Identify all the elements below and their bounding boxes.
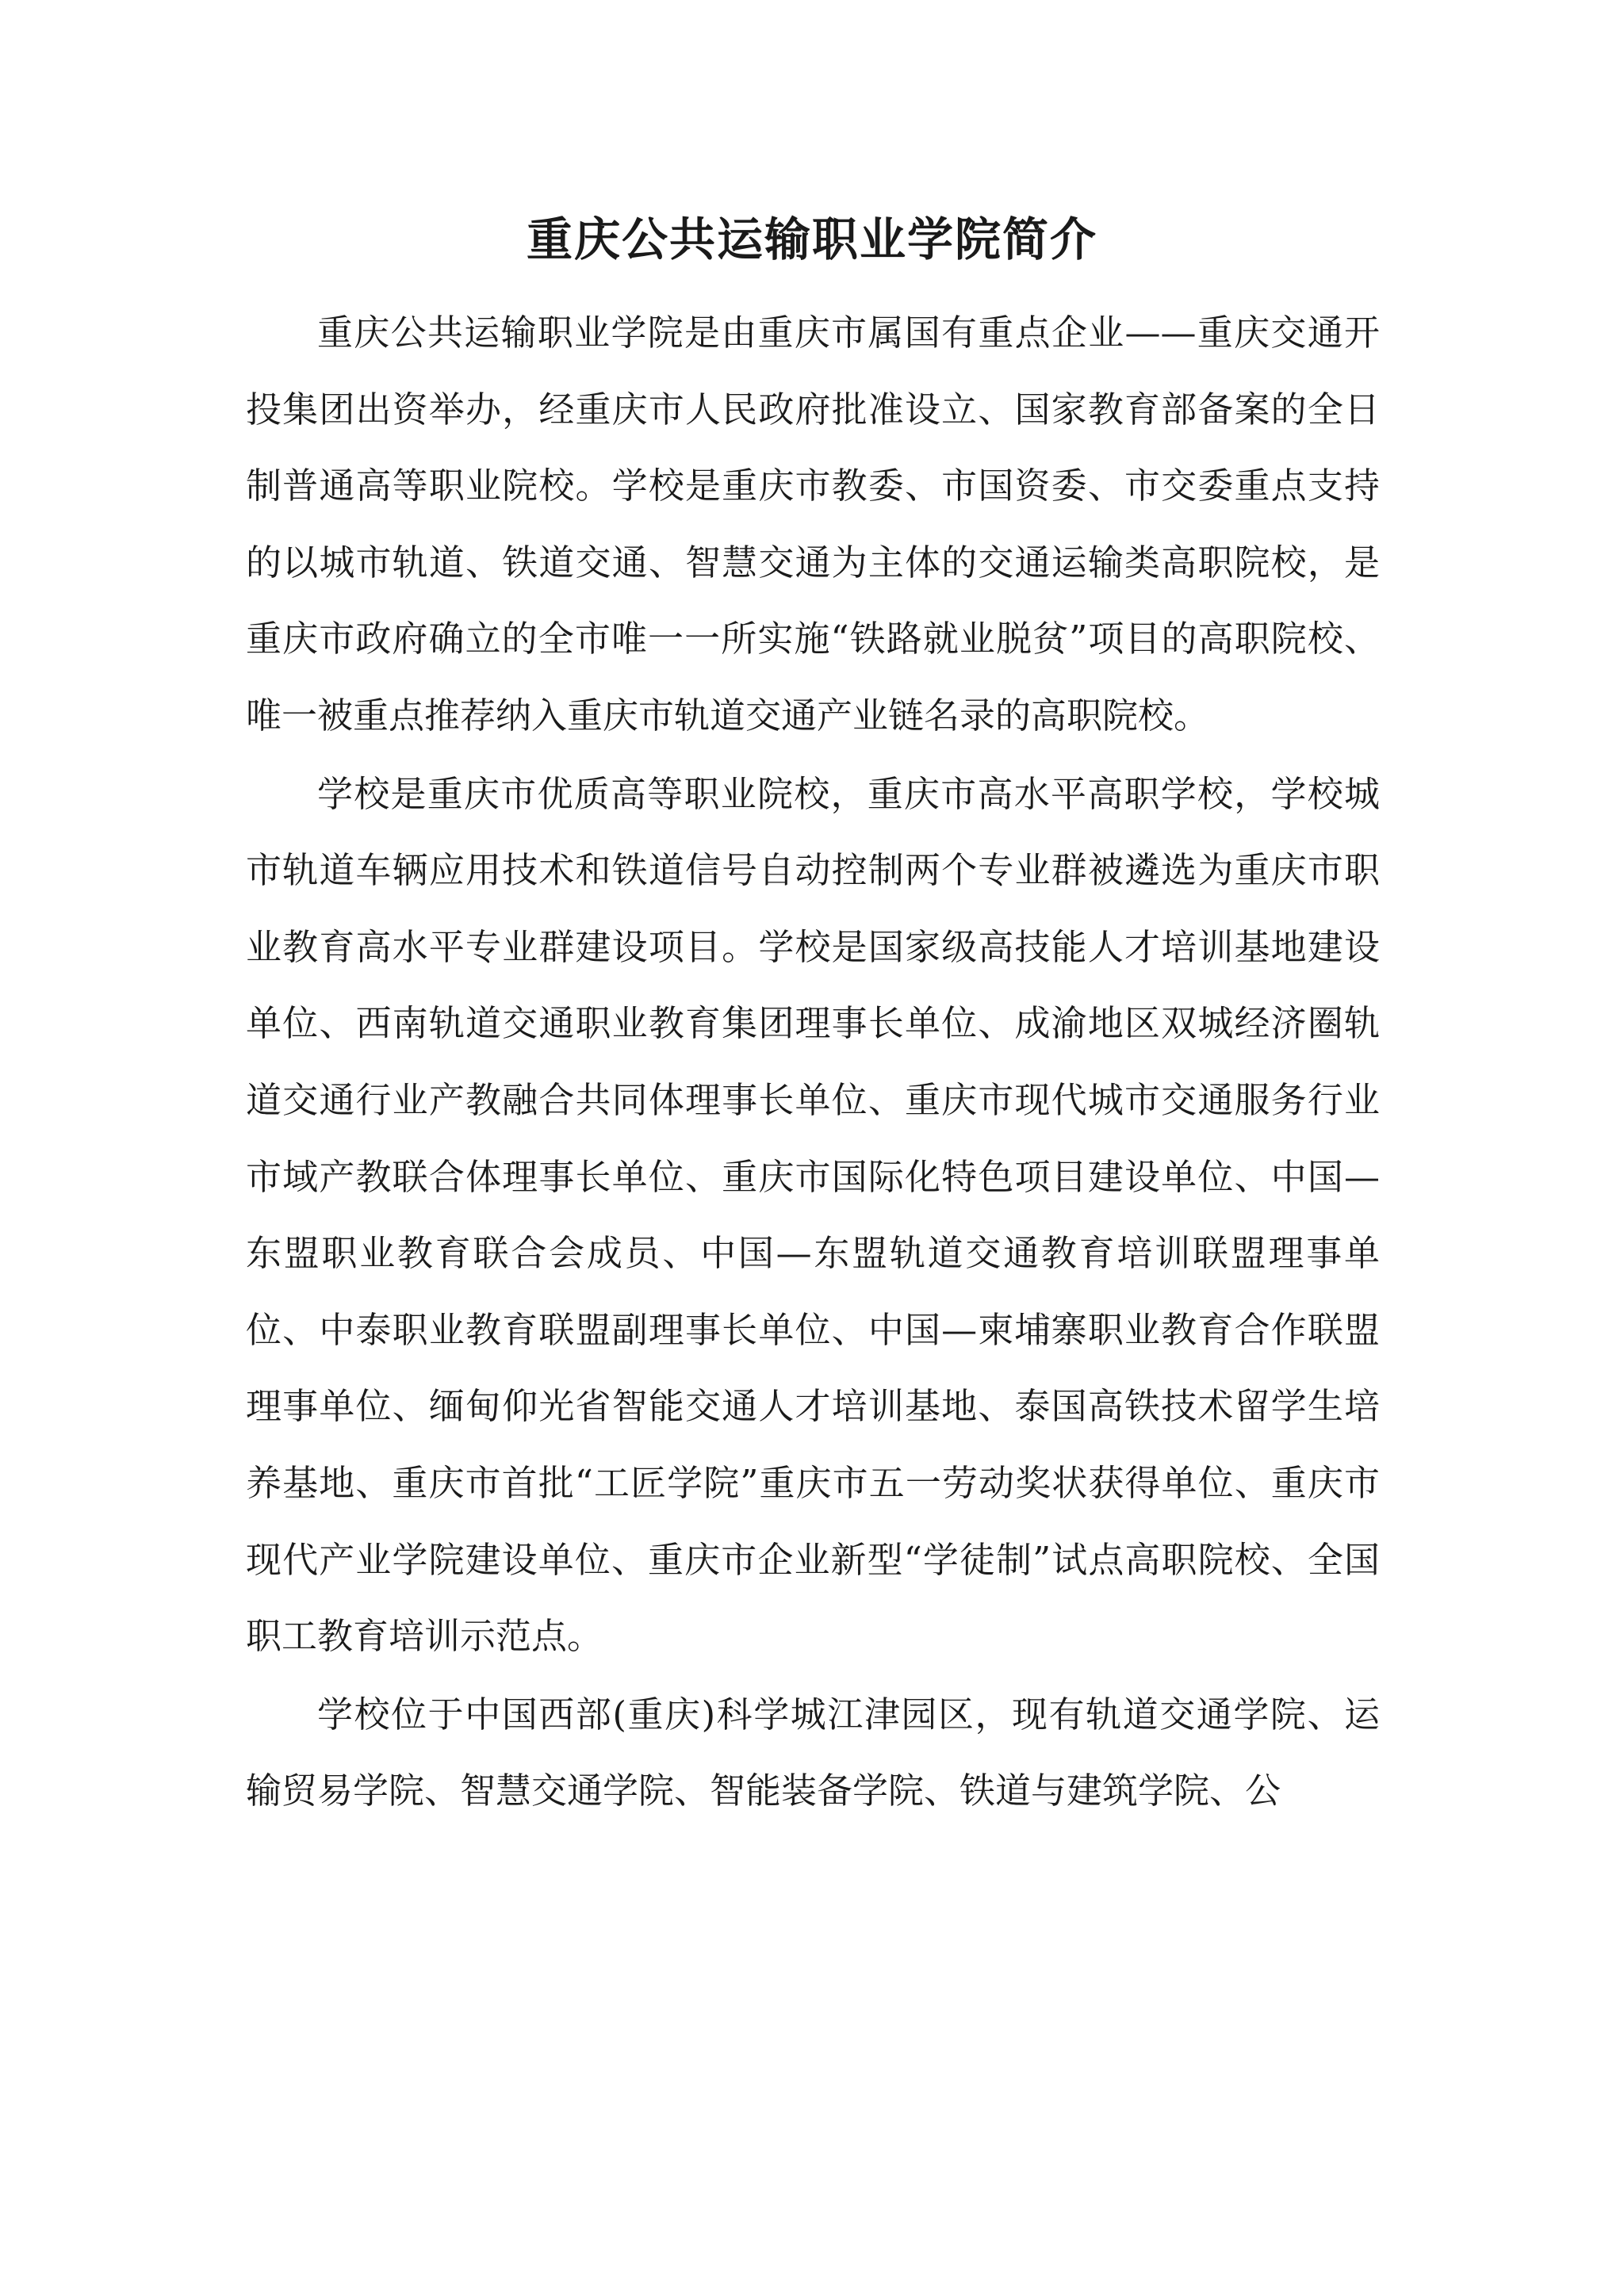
page-title: 重庆公共运输职业学院简介 [526, 212, 1097, 266]
paragraph-3: 学校位于中国西部(重庆)科学城江津园区，现有轨道交通学院、运输贸易学院、智慧交通学院、智能装备学院、铁道与建筑学院、公 [246, 1693, 1380, 1812]
paragraph-2: 学校是重庆市优质高等职业院校，重庆市高水平高职学校，学校城市轨道车辆应用技术和铁道信号自动控制两个专业群被遴选为重庆市职业教育高水平专业群建设项目。学校是国家级高技能人才培训基地建设单位、西南轨道交通职业教育集团理事长单位、成渝地区双城经济圈轨道交通行业产教融合共同体理事长单位、重庆市现代城市交通服务行业市域产教联合体理事长单位、重庆市国际化特色项目建设单位、中国—东盟职业教育联合会成员、中国—东盟轨道交通教育培训联盟理事单位、中泰职业教育联盟副理事长单位、中国—柬埔寨职业教育合作联盟理事单位、缅甸仰光省智能交通人才培训基地、泰国高铁技术留学生培养基地、重庆市首批“工匠学院”重庆市五一劳动奖状获得单位、重庆市现代产业学院建设单位、重庆市企业新型“学徒制”试点高职院校、全国职工教育培训示范点。 [246, 772, 1380, 1658]
paragraph-1: 重庆公共运输职业学院是由重庆市属国有重点企业——重庆交通开投集团出资举办，经重庆市人民政府批准设立、国家教育部备案的全日制普通高等职业院校。学校是重庆市教委、市国资委、市交委重点支持的以城市轨道、铁道交通、智慧交通为主体的交通运输类高职院校，是重庆市政府确立的全市唯一一所实施“铁路就业脱贫”项目的高职院校、唯一被重点推荐纳入重庆市轨道交通产业链名录的高职院校。 [246, 312, 1380, 737]
document-body [246, 295, 1380, 1830]
